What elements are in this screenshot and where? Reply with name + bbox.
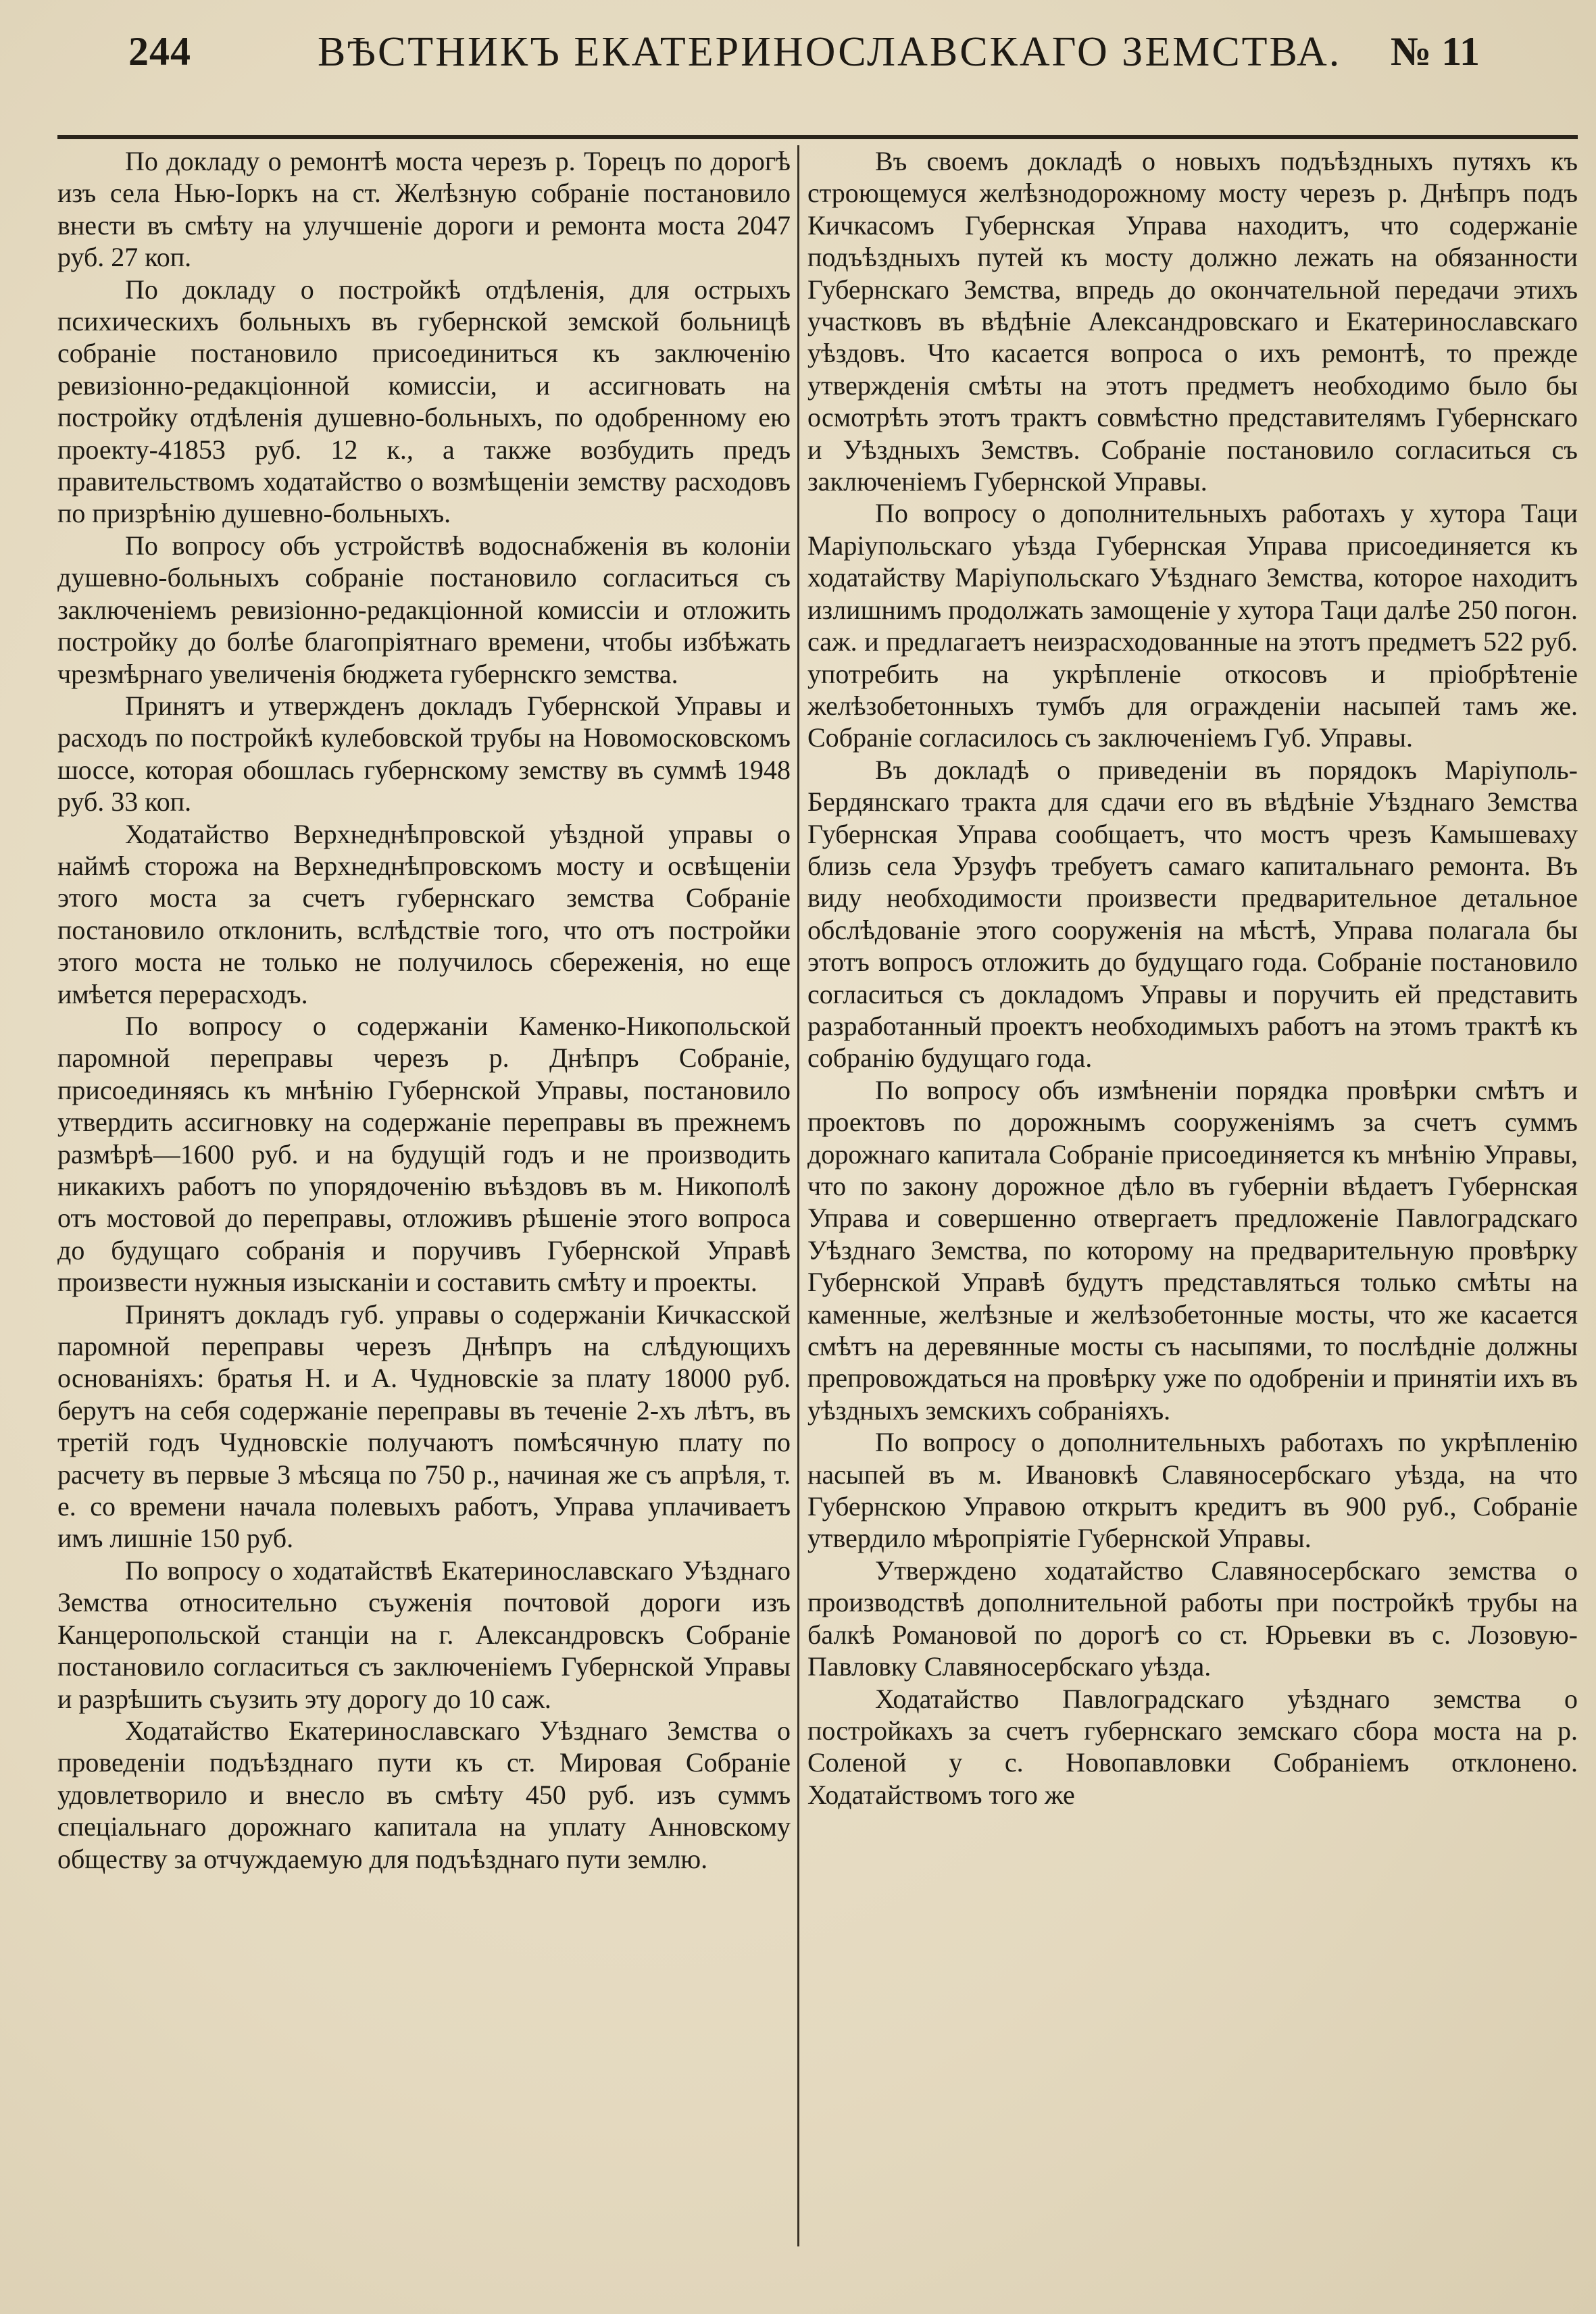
paragraph: Ходатайство Верхнеднѣпровской уѣздной управы о наймѣ сторожа на Верхнеднѣпровскомъ мосту и освѣщеніи этого моста за счетъ губернскаго земства Собраніе постановило отклонить, вслѣдствіе того, что отъ постройки этого моста не только не получилось сбереженія, но еще имѣется перерасходъ. bbox=[57, 818, 791, 1009]
paragraph: Утверждено ходатайство Славяносербскаго земства о производствѣ дополнительной работы при постройкѣ трубы на балкѣ Романовой по дорогѣ со ст. Юрьевки въ с. Лозовую-Павловку Славяносербскаго уѣзда. bbox=[807, 1555, 1578, 1682]
paragraph: По докладу о постройкѣ отдѣленія, для острыхъ психическихъ больныхъ въ губернской земской больницѣ собраніе постановило присоединиться къ заключенію ревизіонно-редакціонной комиссіи, и ассигновать на постройку отдѣленія душевно-больныхъ, по одобренному ею проекту-41853 руб. 12 к., а также возбудить предъ правительствомъ ходатайство о возмѣщеніи земству расходовъ по призрѣнію душевно-больныхъ. bbox=[57, 274, 791, 529]
issue-number: № 11 bbox=[1391, 29, 1480, 74]
paragraph: По вопросу о дополнительныхъ работахъ у хутора Таци Маріупольскаго уѣзда Губернская Управа присоединяется къ ходатайству Маріупольскаго Уѣзднаго Земства, которое находитъ излишнимъ продолжать замощеніе у хутора Таци далѣе 250 погон. саж. и предлагаетъ неизрасходованные на этотъ предметъ 522 руб. употребить на укрѣпленіе откосовъ и пріобрѣтеніе желѣзобетонныхъ тумбъ для огражденіи насыпей тамъ же. Собраніе согласилось съ заключеніемъ Губ. Управы. bbox=[807, 498, 1578, 753]
paragraph: Ходатайство Павлоградскаго уѣзднаго земства о постройкахъ за счетъ губернскаго земскаго сбора моста на р. Соленой у с. Новопавловки Собраніемъ отклонено. Ходатайствомъ того же bbox=[807, 1683, 1578, 1810]
paragraph: Принятъ и утвержденъ докладъ Губернской Управы и расходъ по постройкѣ кулебовской трубы на Новомосковскомъ шоссе, которая обошлась губернскому земству въ суммѣ 1948 руб. 33 коп. bbox=[57, 690, 791, 818]
paragraph: Принятъ докладъ губ. управы о содержаніи Кичкасской паромной переправы черезъ Днѣпръ на слѣдующихъ основаніяхъ: братья Н. и А. Чудновскіе за плату 18000 руб. берутъ на себя содержаніе переправы въ теченіе 2-хъ лѣтъ, въ третій годъ Чудновскіе получаютъ помѣсячную плату по расчету въ первые 3 мѣсяца по 750 р., начиная же съ апрѣля, т. е. со времени начала полевыхъ работъ, Управа уплачиваетъ имъ лишніе 150 руб. bbox=[57, 1299, 791, 1554]
page-number: 244 bbox=[128, 29, 191, 74]
paragraph: По вопросу о ходатайствѣ Екатеринославскаго Уѣзднаго Земства относительно съуженія почтовой дороги изъ Канцеропольской станціи на г. Александровскъ Собраніе постановило согласиться съ заключеніемъ Губернской Управы и разрѣшить съузить эту дорогу до 10 саж. bbox=[57, 1555, 791, 1714]
paragraph: По вопросу объ устройствѣ водоснабженія въ колоніи душевно-больныхъ собраніе постановило согласиться съ заключеніемъ ревизіонно-редакціонной комиссіи и отложить постройку до болѣе благопріятнаго времени, чтобы избѣжать чрезмѣрнаго увеличенія бюджета губернскго земства. bbox=[57, 530, 791, 689]
right-column bbox=[807, 145, 1578, 2246]
paragraph: Въ своемъ докладѣ о новыхъ подъѣздныхъ путяхъ къ строющемуся желѣзнодорожному мосту черезъ р. Днѣпръ подъ Кичкасомъ Губернская Управа находитъ, что содержаніе подъѣздныхъ путей къ мосту должно лежать на обязанности Губернскаго Земства, впредь до окончательной передачи этихъ участковъ въ вѣдѣніе Александровскаго и Екатеринославскаго уѣздовъ. Что касается вопроса о ихъ ремонтѣ, то прежде утвержденія смѣты на этотъ предметъ необходимо было бы осмотрѣть этотъ трактъ совмѣстно представителямъ Губернскаго и Уѣздныхъ Земствъ. Собраніе постановило согласиться съ заключеніемъ Губернской Управы. bbox=[807, 146, 1578, 497]
paragraph: По вопросу о содержаніи Каменко-Никопольской паромной переправы черезъ р. Днѣпръ Собраніе, присоединяясь къ мнѣнію Губернской Управы, постановило утвердить ассигновку на содержаніе переправы въ прежнемъ размѣрѣ—1600 руб. и на будущій годъ и не производить никакихъ работъ по упорядоченію въѣздовъ въ м. Никополѣ отъ мостовой до переправы, отложивъ рѣшеніе этого вопроса до будущаго собранія и поручивъ Губернской Управѣ произвести нужныя изысканіи и составить смѣту и проекты. bbox=[57, 1010, 791, 1298]
journal-title: ВѢСТНИКЪ ЕКАТЕРИНОСЛАВСКАГО ЗЕМСТВА. bbox=[318, 29, 1342, 75]
paragraph: По вопросу о дополнительныхъ работахъ по укрѣпленію насыпей въ м. Ивановкѣ Славяносербскаго уѣзда, на что Губернскою Управою открытъ кредитъ въ 900 руб., Собраніе утвердило мѣропріятіе Губернской Управы. bbox=[807, 1427, 1578, 1554]
paragraph: По докладу о ремонтѣ моста черезъ р. Торецъ по дорогѣ изъ села Нью-Іоркъ на ст. Желѣзную собраніе постановило внести въ смѣту на улучшеніе дороги и ремонта моста 2047 руб. 27 коп. bbox=[57, 146, 791, 273]
column-divider bbox=[797, 145, 799, 2246]
paragraph: По вопросу объ измѣненіи порядка провѣрки смѣтъ и проектовъ по дорожнымъ сооруженіямъ за счетъ суммъ дорожнаго капитала Собраніе присоединяется къ мнѣнію Управы, что по закону дорожное дѣло въ губерніи вѣдаетъ Губернская Управа и совершенно отвергаетъ предложеніе Павлоградскаго Уѣзднаго Земства, по которому на предварительную провѣрку Губернской Управѣ будутъ представляться только смѣты на каменные, желѣзные и желѣзобетонные мосты, что же касается смѣтъ на деревянные мосты съ насыпями, то послѣдніе должны препровождаться на провѣрку уже по одобреніи и принятіи ихъ въ уѣздныхъ земскихъ собраніяхъ. bbox=[807, 1074, 1578, 1426]
left-column bbox=[57, 145, 791, 2246]
page-header bbox=[128, 28, 1480, 103]
header-rule bbox=[57, 135, 1578, 139]
paragraph: Ходатайство Екатеринославскаго Уѣзднаго Земства о проведеніи подъѣзднаго пути къ ст. Мировая Собраніе удовлетворило и внесло въ смѣту 450 руб. изъ суммъ спеціальнаго дорожнаго капитала на уплату Анновскому обществу за отчуждаемую для подъѣзднаго пути землю. bbox=[57, 1715, 791, 1874]
paragraph: Въ докладѣ о приведеніи въ порядокъ Маріуполь-Бердянскаго тракта для сдачи его въ вѣдѣніе Уѣзднаго Земства Губернская Управа сообщаетъ, что мостъ чрезъ Камышеваху близь села Урзуфъ требуетъ самаго капитальнаго ремонта. Въ виду необходимости произвести предварительное детальное обслѣдованіе этого сооруженія на мѣстѣ, Управа полагала бы этотъ вопросъ отложить до будущаго года. Собраніе постановило согласиться съ докладомъ Управы и поручить ей представить разработанный проектъ необходимыхъ работъ на этомъ трактѣ къ собранію будущаго года. bbox=[807, 754, 1578, 1074]
